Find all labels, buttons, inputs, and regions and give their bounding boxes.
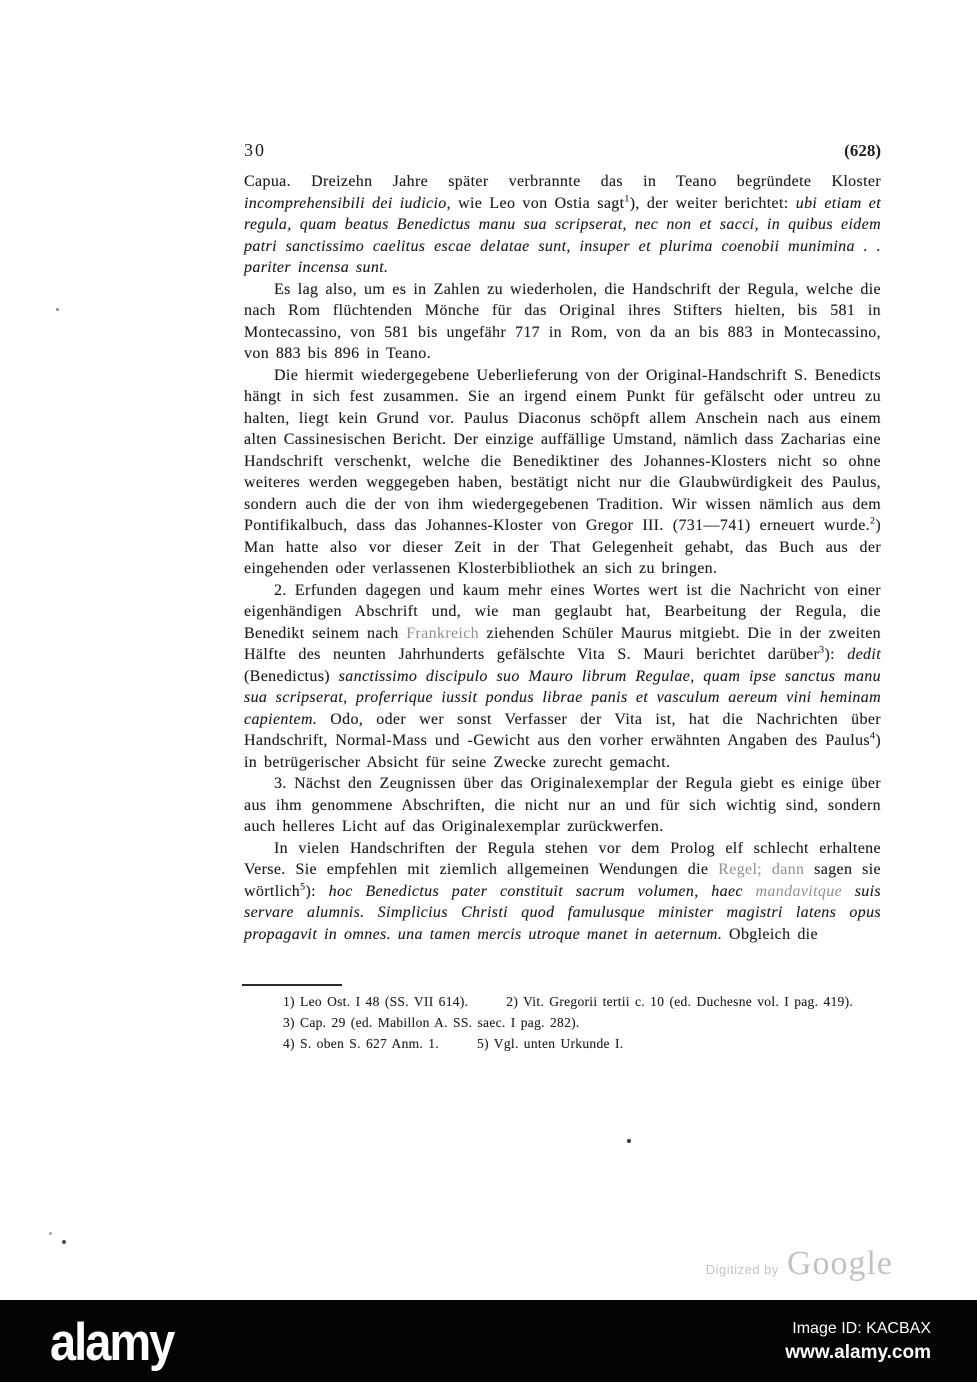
text-segment: ) Man hatte also vor dieser Zeit in der That Gelegenheit gehabt, das Buch aus der eingehenden oder verlassenen Klosterbibliothek an sich zu bringen. [244, 517, 881, 577]
text-segment: (Benedictus) [244, 667, 339, 685]
text-segment: ziehenden Schüler Maurus mitgiebt. Die in der zweiten Hälfte des neunten Jahrhunderts gefälschte Vita S. Mauri berichtet darüber [244, 624, 881, 663]
text-segment: ): [824, 646, 848, 663]
text-segment: Es lag also, um es in Zahlen zu wiederholen, die Handschrift der Regula, welche die nach Rom flüchtenden Mönche für das Original ihres Stifters hielten, bis 581 in Montecassino, von 581 bis ungefähr 717 in Rom, von da an bis 883 in Montecassino, von 883 bis 896 in Teano. [244, 280, 881, 362]
text-segment: 3. Nächst den Zeugnissen über das Originalexemplar der Regula giebt es einige über aus ihm genommene Abschriften, die nicht nur an und für sich wichtig sind, sondern auch helleres Licht auf das Originalexemplar zurückwerfen. [244, 775, 881, 835]
footnote: 3) Cap. 29 (ed. Mabillon A. SS. saec. I pag. 282). [283, 1015, 580, 1030]
footnote-reference: 3 [819, 644, 825, 656]
text-segment: Frankreich [406, 624, 479, 642]
footnote-line [283, 1012, 883, 1033]
footnote-separator-rule [242, 984, 342, 986]
paragraph [244, 838, 881, 946]
google-watermark [706, 1247, 893, 1281]
scan-artifact-dot [49, 1232, 52, 1235]
footnote: 1) Leo Ost. I 48 (SS. VII 614). [283, 994, 469, 1009]
text-segment: hoc Benedictus pater constituit sacrum volumen, haec [328, 882, 756, 900]
text-segment: dedit [847, 646, 881, 663]
text-segment: Odo, oder wer sonst Verfasser der Vita ist, hat die Nachrichten über Handschrift, Normal-Mass und -Gewicht aus den vorher erwähnten Angaben des Paulus [244, 710, 881, 749]
footnote: 2) Vit. Gregorii tertii c. 10 (ed. Duchesne vol. I pag. 419). [506, 994, 854, 1009]
alamy-url: www.alamy.com [785, 1342, 931, 1363]
text-segment: mandavitque [755, 882, 843, 900]
page-header [244, 140, 881, 161]
footnote-reference: 2 [870, 515, 876, 527]
text-segment: Capua. Dreizehn Jahre später verbrannte das in Teano begründete Kloster [244, 173, 881, 190]
text-segment: ubi etiam et regula, quam beatus Benedictus manu sua scripserat, nec non et sacci, in quibus eidem patri sanctissimo caelitus escae delatae sunt, insuper et plurima coenobii munimina . . pariter incensa sunt. [244, 194, 881, 276]
text-segment: ) in betrügerischer Absicht für seine Zwecke zurecht gemacht. [244, 732, 881, 771]
image-id-label: Image ID: KACBAX [792, 1320, 931, 1337]
text-segment: incomprehensibili dei iudicio, [244, 194, 451, 212]
text-segment: In vielen Handschriften der Regula stehen vor dem Prolog elf schlecht erhaltene Verse. Sie empfehlen mit ziemlich allgemeinen Wendungen die [244, 839, 881, 878]
scan-artifact-dot [627, 1139, 631, 1143]
scan-artifact-dot [62, 1240, 66, 1244]
text-segment: sagen sie wörtlich [244, 861, 882, 900]
alamy-footer-bar [0, 1300, 977, 1382]
paragraph [244, 365, 881, 580]
folio-number: (628) [844, 141, 881, 160]
paragraph [244, 773, 881, 838]
text-segment: ), der weiter berichtet: [629, 194, 796, 212]
scan-artifact-dot [56, 308, 59, 311]
digitized-by-label: Digitized by [705, 1262, 779, 1277]
text-segment: ): [305, 882, 329, 900]
page-number: 30 [244, 140, 266, 160]
paragraph [244, 580, 881, 774]
text-segment: Obgleich die [722, 925, 818, 943]
paragraph [244, 171, 881, 279]
paragraph [244, 279, 881, 365]
footer-meta [785, 1317, 931, 1365]
footnote: 5) Vgl. unten Urkunde I. [477, 1036, 624, 1051]
text-segment: sanctissimo discipulo suo Mauro librum Regulae, quam ipse sanctus manu sua scripserat, proferrique iussit pondus librae panis et vasculum aereum vini heminam capientem. [244, 667, 881, 728]
footnotes [283, 991, 883, 1054]
footnote-line [283, 991, 883, 1012]
alamy-logo: alamy [50, 1311, 174, 1371]
body-text [244, 171, 881, 945]
footnote-line [283, 1033, 883, 1054]
footnote: 4) S. oben S. 627 Anm. 1. [283, 1036, 440, 1051]
text-segment: Regel; dann [718, 861, 805, 878]
footnote-reference: 5 [300, 881, 306, 893]
text-segment: Die hiermit wiedergegebene Ueberlieferung von der Original-Handschrift S. Benedicts hängt in sich fest zusammen. Sie an irgend einem Punkt für gefälscht oder untreu zu halten, liegt kein Grund vor. Paulus Diaconus schöpft allem Anschein nach aus einem alten Cassinesischen Bericht. Der einzige auffällige Umstand, nämlich dass Zacharias eine Handschrift verschenkt, welche die Benediktiner des Johannes-Klosters nicht so ohne weiteres werden weggegeben haben, bestätigt nicht nur die Glaubwürdigkeit des Paulus, sondern auch die der von ihm wiedergegebenen Tradition. Wir wissen nämlich aus dem Pontifikalbuch, dass das Johannes-Kloster von Gregor III. (731—741) erneuert wurde. [244, 366, 881, 534]
google-logo: Google [786, 1245, 893, 1282]
footnote-reference: 1 [624, 193, 630, 205]
footnote-reference: 4 [870, 730, 876, 742]
text-segment: 2. Erfunden dagegen und kaum mehr eines Wortes wert ist die Nachricht von einer eigenhändigen Abschrift und, wie man geglaubt hat, Bearbeitung der Regula, die Benedikt seinem nach [244, 581, 881, 642]
text-segment: wie Leo von Ostia sagt [450, 194, 625, 212]
text-segment: suis servare alumnis. Simplicius Christi quod famulusque minister magistri latens opus propagavit in omnes. una tamen mercis utroque manet in aeternum. [244, 882, 881, 943]
